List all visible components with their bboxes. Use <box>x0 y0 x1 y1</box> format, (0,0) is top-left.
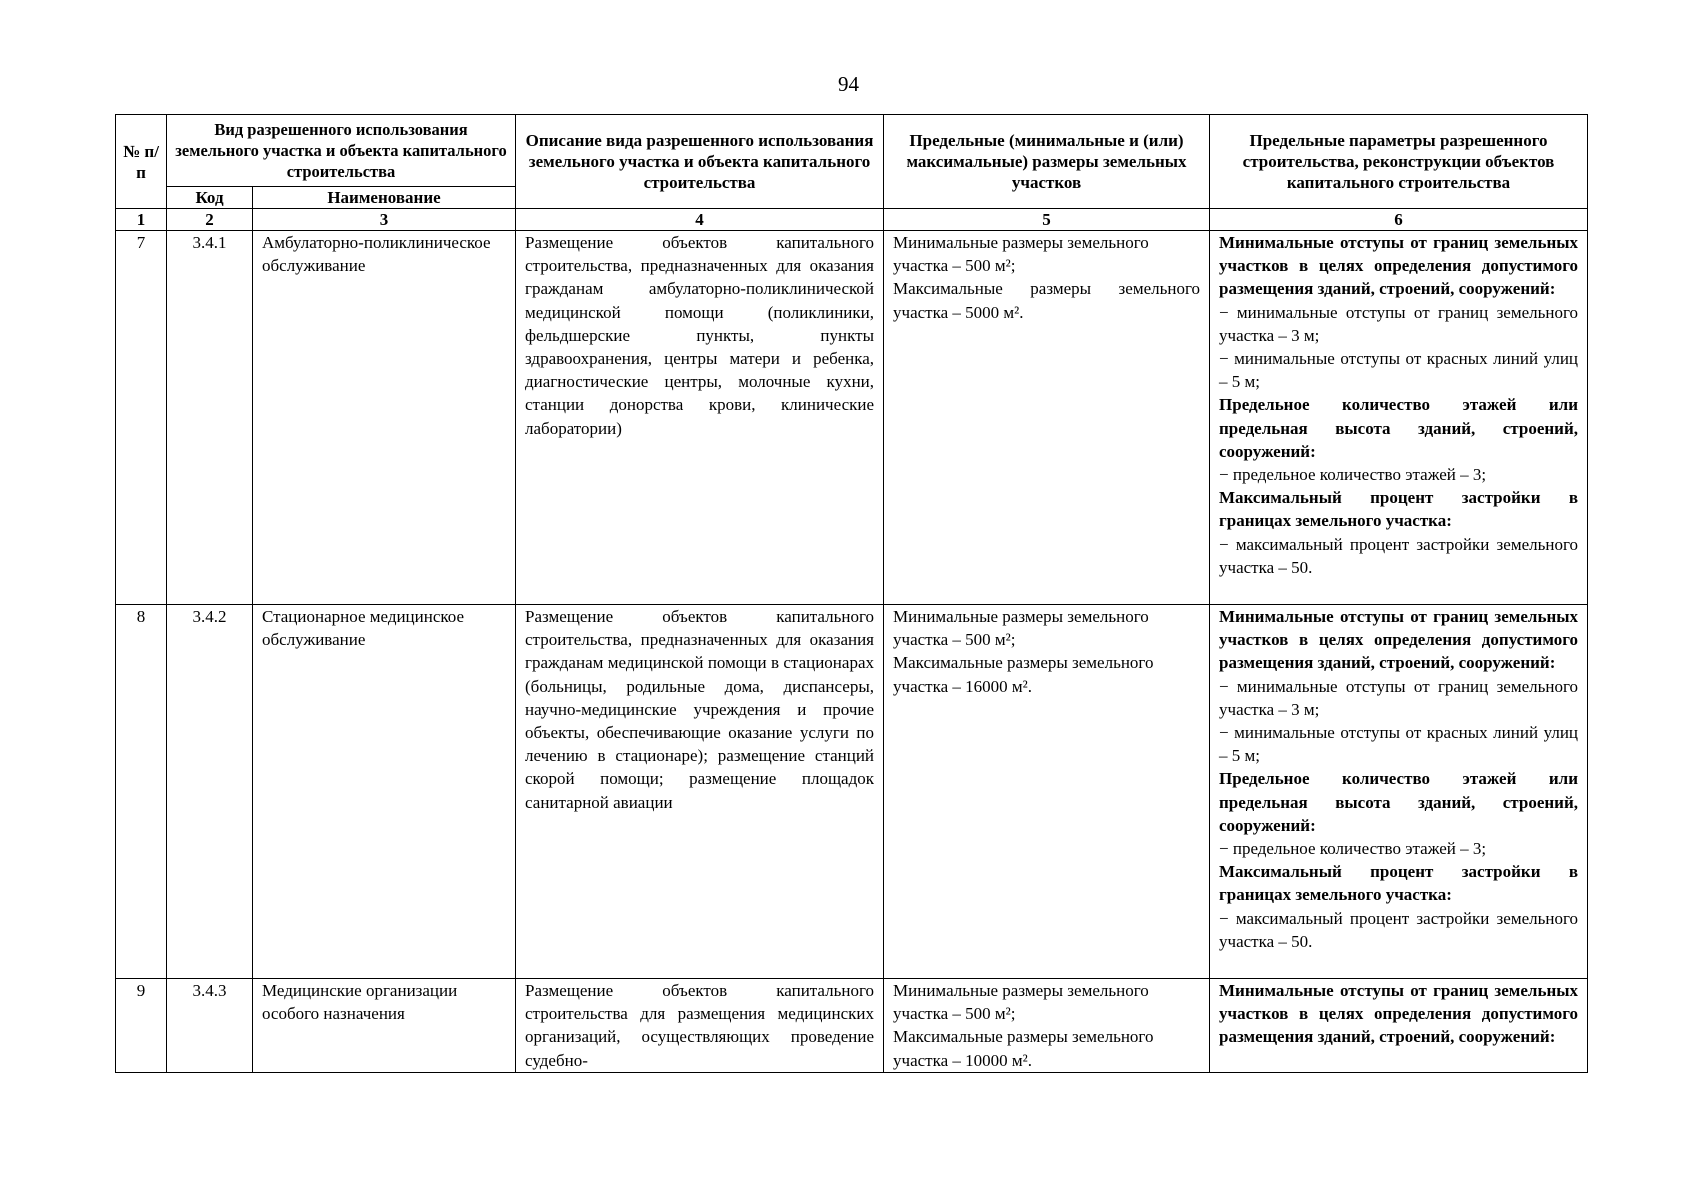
land-use-table <box>115 114 1588 1073</box>
row-sizes <box>884 231 1210 605</box>
header-group-title: Вид разрешенного использования земельного участка и объекта капитального строительства <box>167 115 516 187</box>
header-code: Код <box>167 187 253 209</box>
setback-boundary: − минимальные отступы от границ земельного участка – 3 м; <box>1219 676 1579 719</box>
floors-title: Предельное количество этажей или предельная высота зданий, строений, сооружений: <box>1219 395 1579 461</box>
coverage-title: Максимальный процент застройки в границах земельного участка: <box>1219 862 1579 905</box>
header-params: Предельные параметры разрешенного строительства, реконструкции объектов капитального строительства <box>1210 115 1588 209</box>
col-number-5: 5 <box>884 209 1210 231</box>
setback-red-lines: − минимальные отступы от красных линий улиц – 5 м; <box>1219 349 1579 392</box>
header-num: № п/п <box>116 115 167 209</box>
setback-red-lines: − минимальные отступы от красных линий улиц – 5 м; <box>1219 723 1579 766</box>
row-description: Размещение объектов капитального строительства, предназначенных для оказания гражданам медицинской помощи в стационарах (больницы, родильные дома, диспансеры, научно-медицинские учреждения и прочие объекты, обеспечивающие оказание услуги по лечению в стационаре); размещение станций скорой помощи; размещение площадок санитарной авиации <box>516 605 884 979</box>
header-description: Описание вида разрешенного использования земельного участка и объекта капитального строительства <box>516 115 884 209</box>
setbacks-title: Минимальные отступы от границ земельных участков в целях определения допустимого размещения зданий, строений, сооружений: <box>1219 607 1579 673</box>
page-number: 94 <box>838 72 859 96</box>
row-number: 8 <box>116 605 167 979</box>
col-number-4: 4 <box>516 209 884 231</box>
min-size: Минимальные размеры земельного участка – 500 м²; <box>893 981 1149 1024</box>
row-params <box>1210 979 1588 1073</box>
row-code: 3.4.2 <box>167 605 253 979</box>
max-size: Максимальные размеры земельного участка – 16000 м². <box>893 653 1154 696</box>
col-number-3: 3 <box>253 209 516 231</box>
row-code: 3.4.3 <box>167 979 253 1073</box>
row-description: Размещение объектов капитального строительства, предназначенных для оказания гражданам амбулаторно-поликлинической медицинской помощи (поликлиники, фельдшерские пункты, пункты здравоохранения, центры матери и ребенка, диагностические центры, молочные кухни, станции донорства крови, клинические лаборатории) <box>516 231 884 605</box>
table-row <box>116 231 1588 605</box>
coverage-value: − максимальный процент застройки земельного участка – 50. <box>1219 534 1579 577</box>
row-name: Медицинские организации особого назначения <box>253 979 516 1073</box>
row-code: 3.4.1 <box>167 231 253 605</box>
row-params <box>1210 231 1588 605</box>
row-number: 7 <box>116 231 167 605</box>
row-sizes <box>884 979 1210 1073</box>
setback-boundary: − минимальные отступы от границ земельного участка – 3 м; <box>1219 302 1579 345</box>
header-sizes: Предельные (минимальные и (или) максимальные) размеры земельных участков <box>884 115 1210 209</box>
row-description: Размещение объектов капитального строительства для размещения медицинских организаций, осуществляющих проведение судебно- <box>516 979 884 1073</box>
coverage-value: − максимальный процент застройки земельного участка – 50. <box>1219 908 1579 951</box>
max-size: Максимальные размеры земельного участка – 10000 м². <box>893 1027 1154 1070</box>
max-size: Максимальные размеры земельного участка – 5000 м². <box>893 279 1201 322</box>
coverage-title: Максимальный процент застройки в границах земельного участка: <box>1219 488 1579 531</box>
col-number-1: 1 <box>116 209 167 231</box>
row-sizes <box>884 605 1210 979</box>
table-row <box>116 979 1588 1073</box>
col-number-6: 6 <box>1210 209 1588 231</box>
floors-value: − предельное количество этажей – 3; <box>1219 839 1487 859</box>
row-name: Амбулаторно-поликлиническое обслуживание <box>253 231 516 605</box>
col-number-2: 2 <box>167 209 253 231</box>
setbacks-title: Минимальные отступы от границ земельных участков в целях определения допустимого размещения зданий, строений, сооружений: <box>1219 233 1579 299</box>
setbacks-title: Минимальные отступы от границ земельных участков в целях определения допустимого размещения зданий, строений, сооружений: <box>1219 981 1579 1047</box>
row-name: Стационарное медицинское обслуживание <box>253 605 516 979</box>
table-row <box>116 605 1588 979</box>
floors-value: − предельное количество этажей – 3; <box>1219 465 1487 485</box>
header-name: Наименование <box>253 187 516 209</box>
min-size: Минимальные размеры земельного участка – 500 м²; <box>893 607 1149 650</box>
row-number: 9 <box>116 979 167 1073</box>
row-params <box>1210 605 1588 979</box>
floors-title: Предельное количество этажей или предельная высота зданий, строений, сооружений: <box>1219 769 1579 835</box>
min-size: Минимальные размеры земельного участка – 500 м²; <box>893 233 1149 276</box>
